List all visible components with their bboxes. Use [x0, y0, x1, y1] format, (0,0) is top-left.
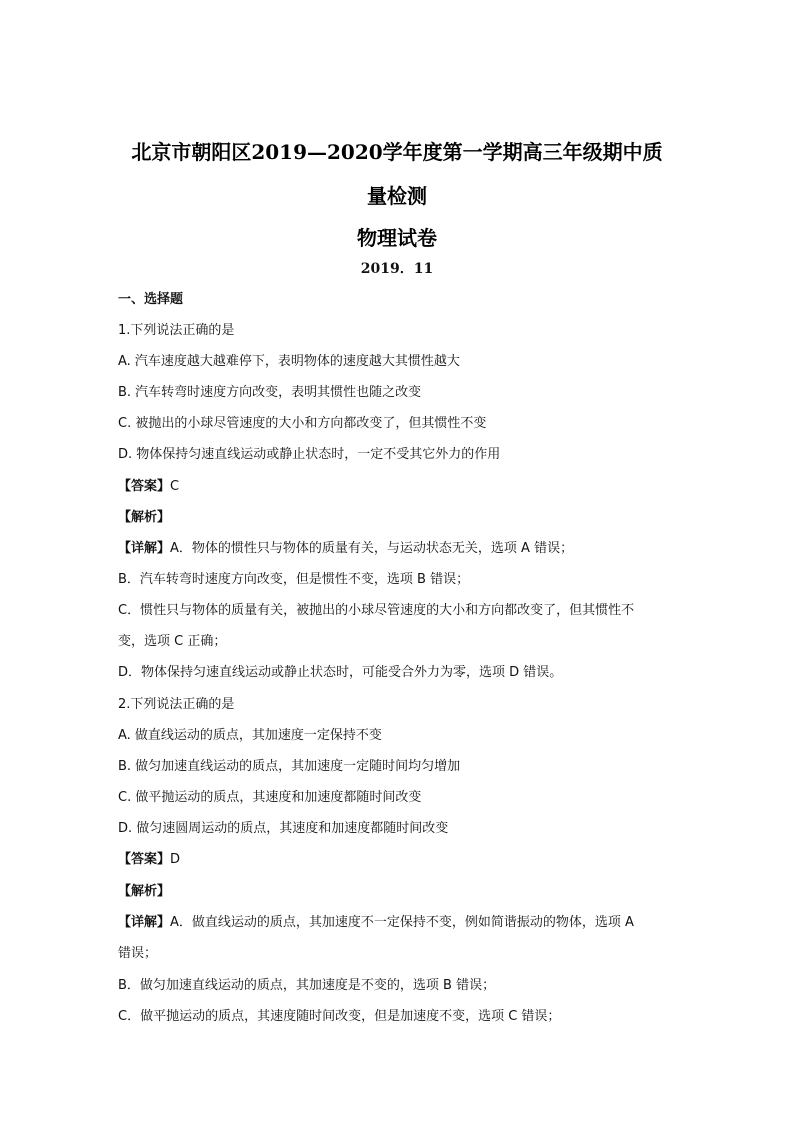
q1-option-c: C. 被抛出的小球尽管速度的大小和方向都改变了，但其惯性不变	[118, 416, 487, 431]
q2-option-b: B. 做匀加速直线运动的质点，其加速度一定随时间均匀增加	[118, 759, 461, 774]
q2-detail-line	[118, 915, 634, 931]
q2-option-a: A. 做直线运动的质点，其加速度一定保持不变	[118, 728, 382, 743]
q2-option-d: D. 做匀速圆周运动的质点，其速度和加速度都随时间改变	[118, 821, 449, 836]
q2-answer-label: 【答案】	[118, 852, 171, 867]
q2-stem: 2.下列说法正确的是	[118, 697, 235, 712]
q2-detail-line: 错误；	[118, 946, 158, 961]
q1-detail-line: D．物体保持匀速直线运动或静止状态时，可能受合外力为零，选项 D 错误。	[118, 665, 563, 680]
q1-detail-line	[118, 541, 573, 557]
document-subject: 物理试卷	[357, 226, 437, 250]
q1-detail-line: 变，选项 C 正确；	[118, 634, 227, 649]
q2-analysis-label: 【解析】	[118, 884, 171, 899]
document-title-line2: 量检测	[367, 184, 427, 208]
q2-detail-line: C．做平抛运动的质点，其速度随时间改变，但是加速度不变，选项 C 错误；	[118, 1009, 561, 1024]
q2-detail-text: A．做直线运动的质点，其加速度不一定保持不变，例如简谐振动的物体，选项 A	[170, 915, 634, 930]
q2-detail-line: B．做匀加速直线运动的质点，其加速度是不变的，选项 B 错误；	[118, 978, 496, 993]
q1-answer	[118, 479, 179, 495]
q2-detail-label: 【详解】	[118, 915, 171, 930]
q1-answer-label: 【答案】	[118, 479, 171, 494]
q1-detail-label: 【详解】	[118, 541, 171, 556]
q1-option-a: A. 汽车速度越大越难停下，表明物体的速度越大其惯性越大	[118, 354, 460, 369]
q1-analysis-label: 【解析】	[118, 510, 171, 525]
q1-detail-line: C．惯性只与物体的质量有关，被抛出的小球尽管速度的大小和方向都改变了，但其惯性不	[118, 603, 635, 618]
q2-option-c: C. 做平抛运动的质点，其速度和加速度都随时间改变	[118, 790, 422, 805]
document-title-line1: 北京市朝阳区2019—2020学年度第一学期高三年级期中质	[131, 140, 663, 164]
q1-option-d: D. 物体保持匀速直线运动或静止状态时，一定不受其它外力的作用	[118, 447, 501, 462]
q1-detail-line: B．汽车转弯时速度方向改变，但是惯性不变，选项 B 错误；	[118, 572, 470, 587]
document-date: 2019．11	[360, 261, 434, 277]
q1-option-b: B. 汽车转弯时速度方向改变，表明其惯性也随之改变	[118, 385, 422, 400]
section-heading: 一、选择题	[118, 292, 184, 307]
q2-answer-value: D	[170, 852, 181, 867]
q1-answer-value: C	[170, 479, 180, 494]
q1-stem: 1.下列说法正确的是	[118, 323, 235, 338]
q2-answer	[118, 852, 180, 868]
q1-detail-text: A．物体的惯性只与物体的质量有关，与运动状态无关，选项 A 错误；	[170, 541, 574, 556]
